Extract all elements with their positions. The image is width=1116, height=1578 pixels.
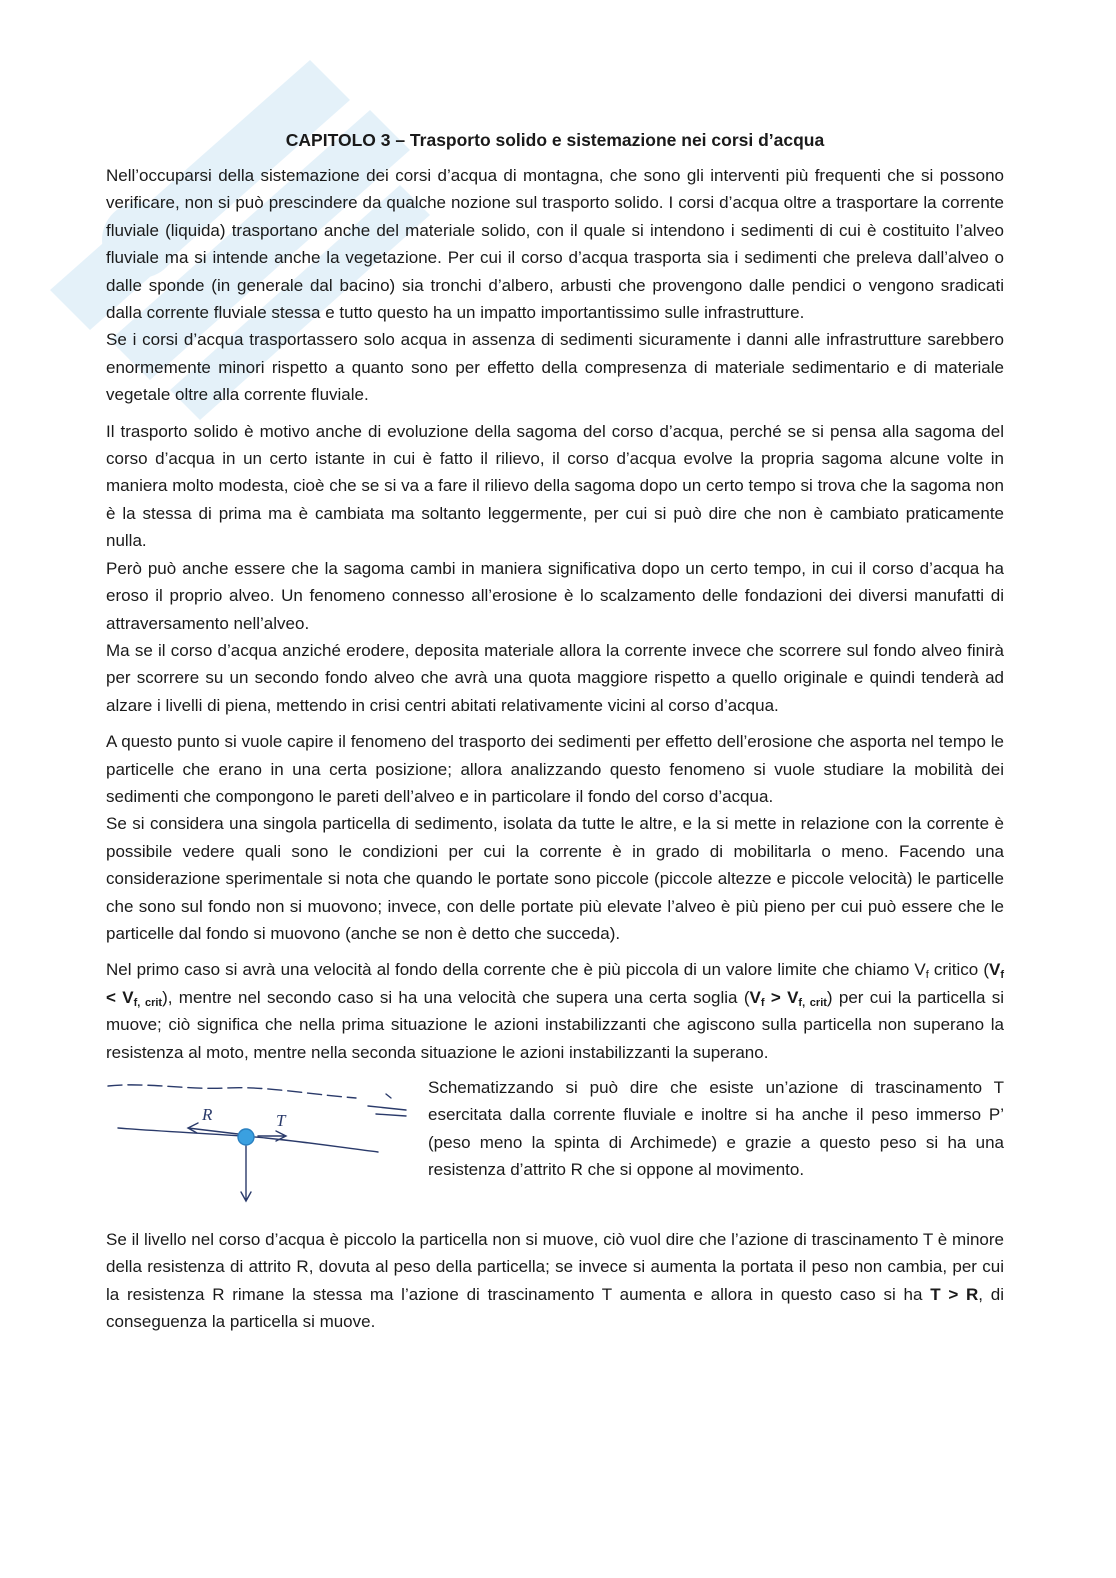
water-surface-line <box>108 1085 356 1098</box>
paragraph: Però può anche essere che la sagoma cambi in maniera significativa dopo un certo tempo, in cui il corso d’acqua ha eroso il proprio alveo. Un fenomeno connesso all’erosione è lo scalzamento delle fondazioni dei diversi manufatti di attraversamento nell’alveo. <box>106 558 1004 633</box>
weight-arrow-line <box>241 1146 251 1201</box>
sediment-particle <box>238 1129 254 1145</box>
figure-row <box>106 1074 1004 1217</box>
paragraph: Ma se il corso d’acqua anziché erodere, deposita materiale allora la corrente invece che scorrere sul fondo alveo finirà per scorrere su un secondo fondo alveo che avrà una quota maggiore rispetto a quello originale e quindi tenderà ad alzare i livelli di piena, mettendo in crisi centri abitati relativamente vicini al corso d’acqua. <box>106 640 1004 715</box>
paragraph-velocity <box>106 956 1004 1066</box>
formula-lt: $V_f < V_{f, crit}$ <box>106 960 1005 1009</box>
text-run: , di conseguenza la particella si muove. <box>106 1284 1004 1332</box>
surface-tick <box>386 1094 391 1098</box>
paragraph: Il trasporto solido è motivo anche di evoluzione della sagoma del corso d’acqua, perché se si pensa alla sagoma del corso d’acqua in un certo istante in cui è fatto il rilievo, il corso d’acqua evolve la propria sagoma alcune volte in maniera molto modesta, cioè che se si va a fare il rilievo della sagoma dopo un certo tempo si trova che la sagoma non è la stessa di prima ma è cambiata ma soltanto leggermente, per cui si può dire che non è cambiato praticamente nulla. <box>106 421 1004 551</box>
label-t: T <box>276 1111 286 1130</box>
paragraph: Se si considera una singola particella di sedimento, isolata da tutte le altre, e la si mette in relazione con la corrente è possibile vedere quali sono le condizioni per cui la corrente è in grado di mobilitarla o meno. Facendo una considerazione sperimentale si nota che quando le portate sono piccole (piccole altezze e piccole velocità) le particelle che sono sul fondo non si muovono; invece, con delle portate più elevate l’alveo è più pieno per cui può essere che le particelle dal fondo si muovono (anche se non è detto che succeda). <box>106 814 1004 943</box>
paragraph-last <box>106 1226 1004 1336</box>
subscript: f <box>925 969 929 982</box>
text-run: ), mentre nel secondo caso si ha una velocità che supera una certa soglia ( <box>162 987 750 1007</box>
paragraph: Se i corsi d’acqua trasportassero solo acqua in assenza di sedimenti sicuramente i danni alle infrastrutture sarebbero enormemente minori rispetto a quanto sono per effetto della compresenza di materiale sedimentario e di materiale vegetale oltre alla corrente fluviale. <box>106 330 1004 405</box>
text-run: Se il livello nel corso d’acqua è piccolo la particella non si muove, ciò vuol dire che l’azione di trascinamento T è minore della resistenza di attrito R, dovuta al peso della particella; se invece si aumenta la portata il peso non cambia, per cui la resistenza R rimane la stessa ma l’azione di trascinamento T aumenta e allora in questo caso si ha <box>106 1230 1004 1304</box>
paragraph: A questo punto si vuole capire il fenomeno del trasporto dei sedimenti per effetto dell’erosione che asporta nel tempo le particelle che erano in una certa posizione; allora analizzando questo fenomeno si vuole studiare la mobilità dei sedimenti che compongono le pareti dell’alveo e in particolare il fondo del corso d’acqua. <box>106 732 1004 806</box>
chapter-title: CAPITOLO 3 – Trasporto solido e sistemazione nei corsi d’acqua <box>285 130 825 150</box>
figure-caption: Schematizzando si può dire che esiste un’azione di trascinamento T esercitata dalla corrente fluviale e inoltre si ha anche il peso immerso P’ (peso meno la spinta di Archimede) e grazie a questo peso si ha una resistenza d’attrito R che si oppone al movimento. <box>428 1078 1004 1180</box>
friction-arrow-line <box>188 1123 238 1134</box>
text-run: Nel primo caso si avrà una velocità al fondo della corrente che è più piccola di un valore limite che chiamo V <box>106 960 926 980</box>
document-page <box>106 126 1004 1336</box>
text-run: ) per cui la particella si muove; ciò significa che nella prima situazione le azioni instabilizzanti che agiscono sulla particella non superano la resistenza al moto, mentre nella seconda situazione le azioni instabilizzanti la superano. <box>106 987 1005 1062</box>
text-run: critico ( <box>928 960 989 980</box>
formula-t-gt-r: T > R <box>930 1284 979 1304</box>
water-surface-mark <box>368 1106 406 1116</box>
formula-gt: $V_f > V_{f, crit}$ <box>749 987 827 1009</box>
label-r: R <box>202 1105 213 1124</box>
particle-sketch <box>106 1074 412 1217</box>
paragraph: Nell’occuparsi della sistemazione dei corsi d’acqua di montagna, che sono gli interventi più frequenti che si possono verificare, non si può prescindere da qualche nozione sul trasporto solido. I corsi d’acqua oltre a trasportare la corrente fluviale (liquida) trasportano anche del materiale solido, con il quale si intendono i sedimenti di cui è costituito l’alveo fluviale ma si intende anche la vegetazione. Per cui il corso d’acqua trasporta sia i sedimenti che preleva dall’alveo o dalle sponde (in generale dal bacino) sia tronchi d’albero, arbusti che provengono dalle pendici o vengono sradicati dalla corrente fluviale stessa e tutto questo ha un impatto importantissimo sulle infrastrutture. <box>106 166 1004 323</box>
